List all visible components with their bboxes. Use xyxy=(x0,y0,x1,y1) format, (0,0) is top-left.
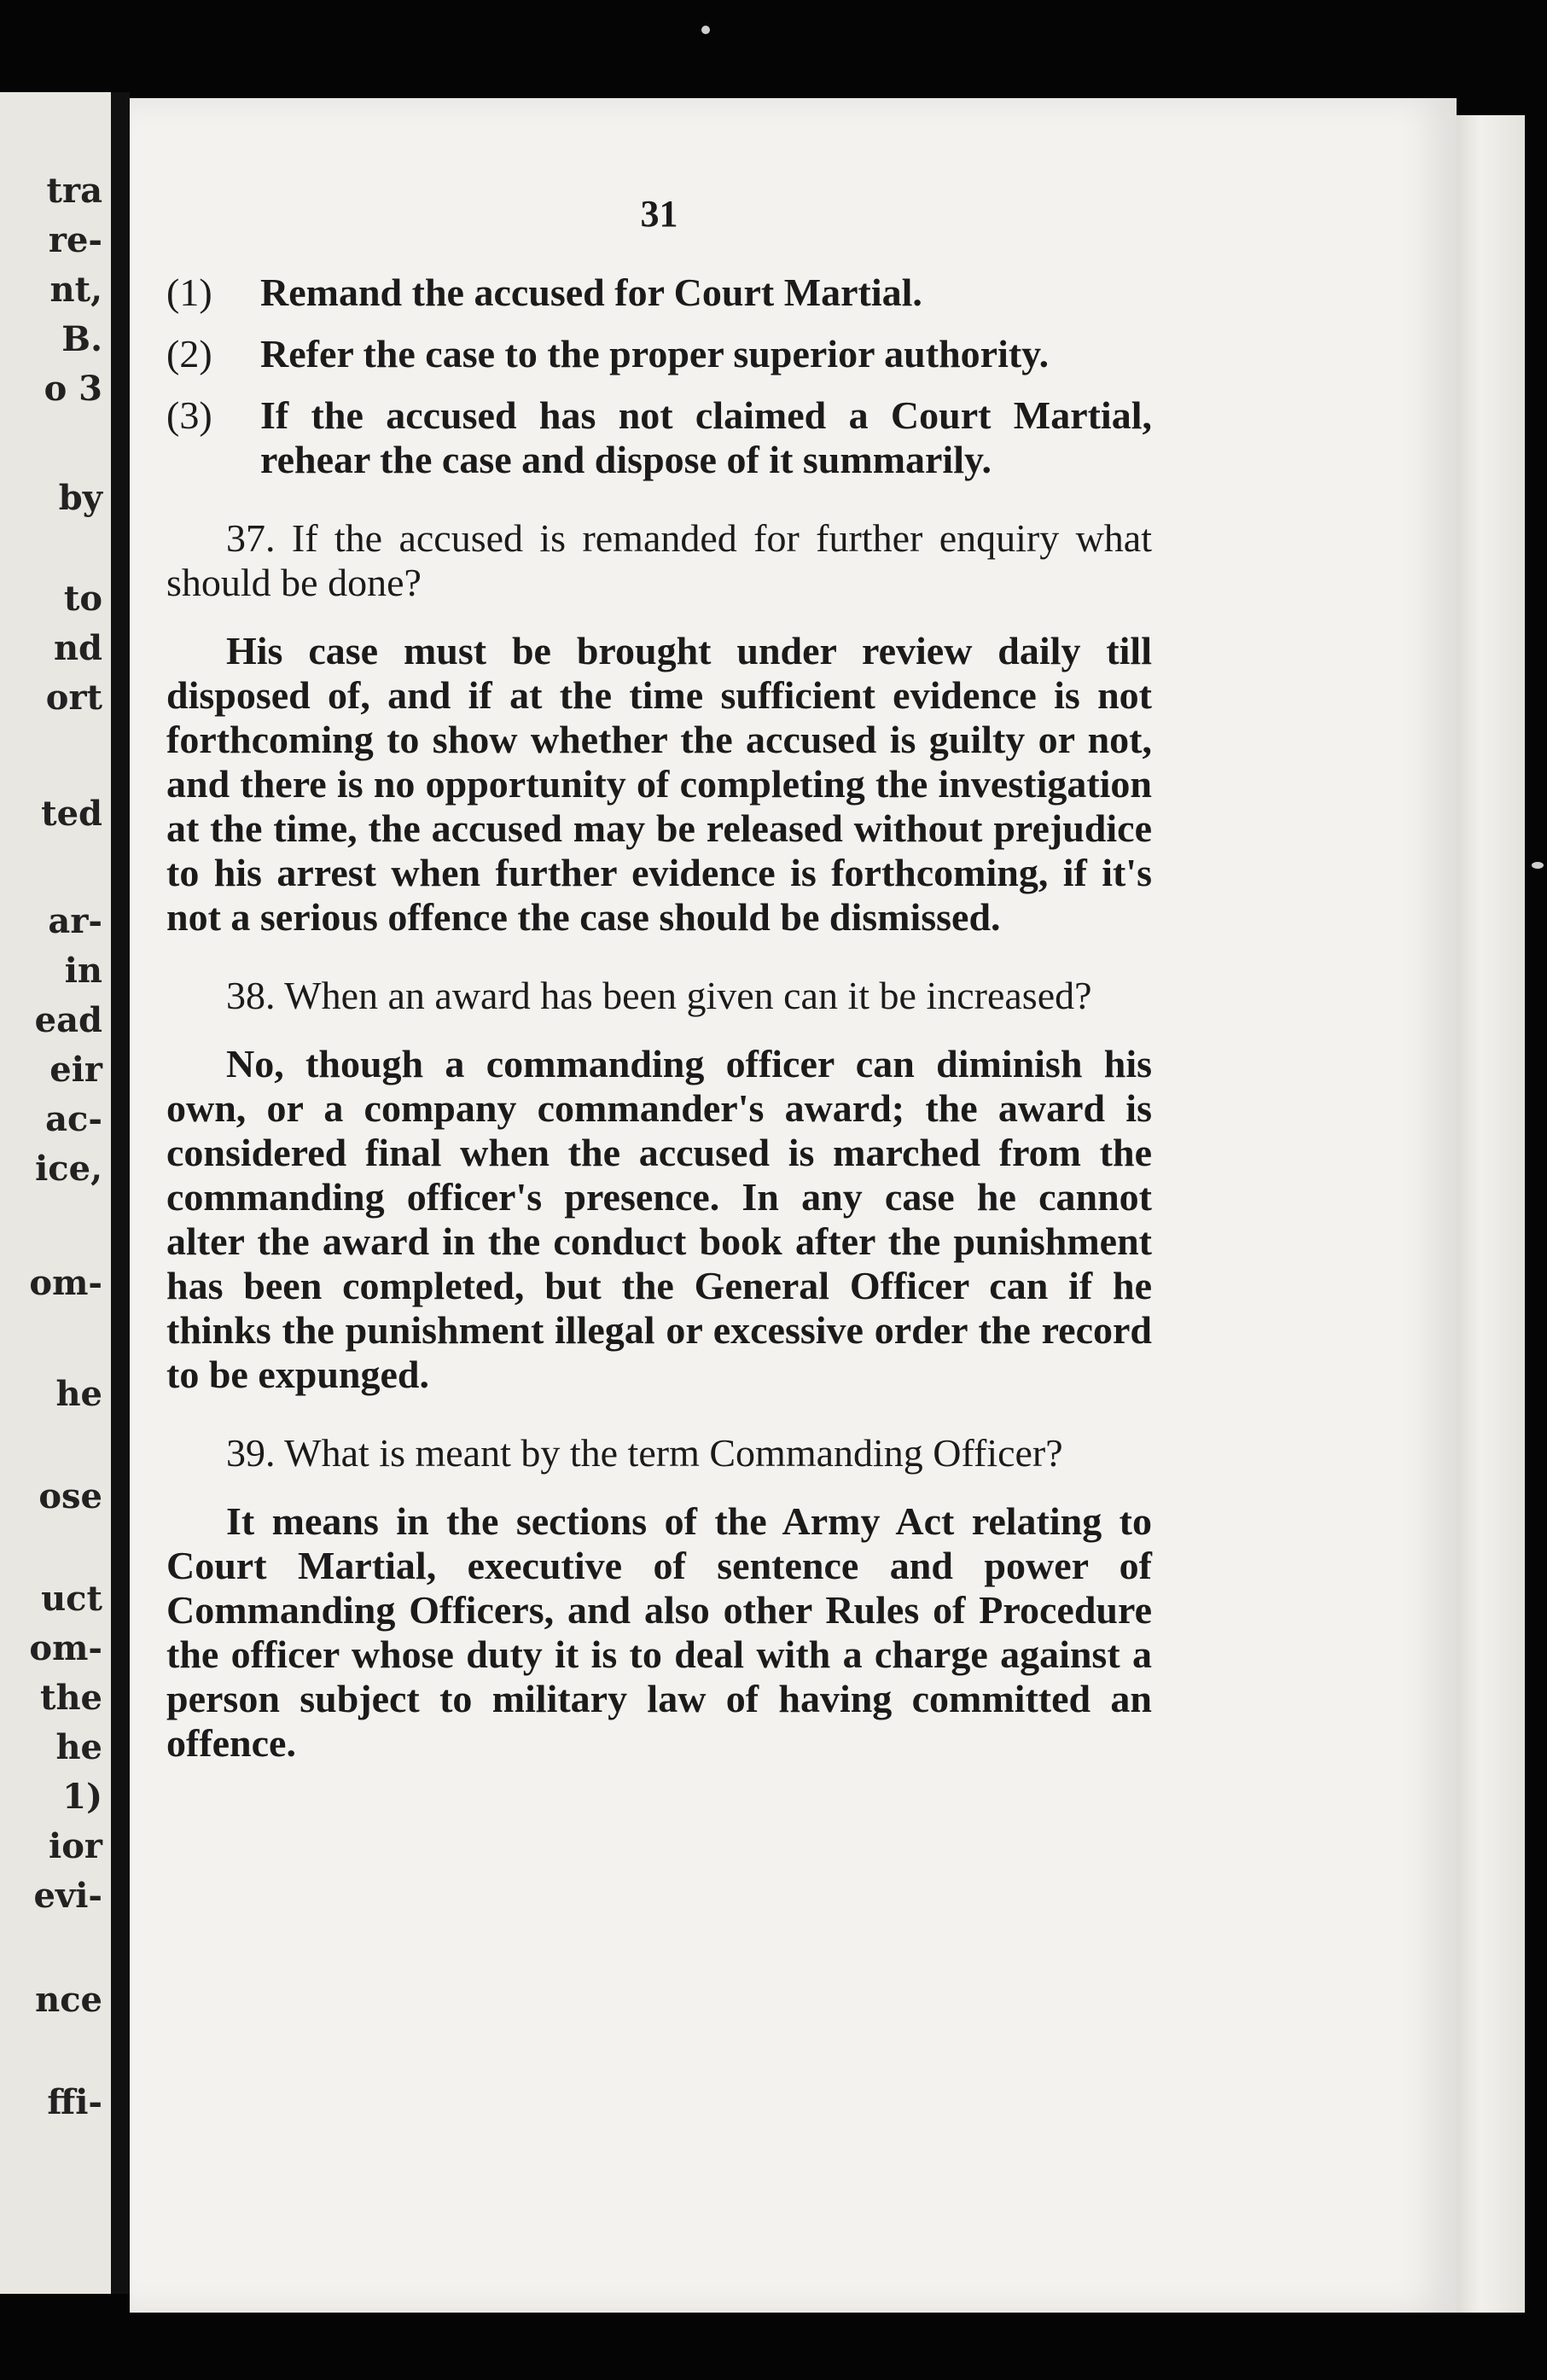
left-page-fragment: eir xyxy=(49,1050,102,1090)
answer-37: His case must be brought under review daily till disposed of, and if at the time sufficient evidence is not forthcoming to show whether the accused is guilty or not, and there is no opportunity of completing the investigation at the time, the accused may be released without prejudice to his arrest when further evidence is forthcoming, if it's not a serious offence the case should be dismissed. xyxy=(166,629,1152,939)
left-page-fragment: he xyxy=(55,1727,102,1767)
left-page-fragment: om- xyxy=(29,1263,102,1303)
answer-38: No, though a commanding officer can diminish his own, or a company commander's award; the award is considered final when the accused is marched from the commanding officer's presence. In any case he cannot alter the award in the conduct book after the punishment has been completed, but the General Officer can if he thinks the punishment illegal or excessive order the record to be expunged. xyxy=(166,1042,1152,1396)
page-content xyxy=(166,192,1152,1789)
left-page-fragment: the xyxy=(39,1678,102,1718)
left-page-fragment: evi- xyxy=(33,1876,102,1916)
list-item-number: (1) xyxy=(166,271,212,314)
left-page-fragment: o 3 xyxy=(44,369,102,409)
list-item-text: Remand the accused for Court Martial. xyxy=(260,271,922,314)
question-37: 37. If the accused is remanded for further enquiry what should be done? xyxy=(166,516,1152,604)
left-page-fragment: tra xyxy=(46,171,102,211)
left-page-fragment: nd xyxy=(53,628,102,668)
left-page-fragment: ar- xyxy=(48,901,102,941)
answer-39: It means in the sections of the Army Act relating to Court Martial, executive of sentence and power of Commanding Officers, and also other Rules of Procedure the officer whose duty it is to deal with a charge against a person subject to military law of having committed an offence. xyxy=(166,1499,1152,1765)
left-page-fragment: to xyxy=(63,579,102,619)
list-item-text: Refer the case to the proper superior authority. xyxy=(260,332,1050,375)
page-number: 31 xyxy=(640,193,678,235)
question-38: 38. When an award has been given can it be increased? xyxy=(226,974,1092,1017)
left-page-fragment: uct xyxy=(41,1579,102,1619)
left-page-fragment: ior xyxy=(49,1826,102,1866)
question-39: 39. What is meant by the term Commanding Officer? xyxy=(226,1431,1063,1475)
left-page-fragment: nt, xyxy=(49,270,102,310)
page-edge xyxy=(1457,115,1525,2313)
left-page-fragment: ffi- xyxy=(47,2082,102,2122)
scan-dot xyxy=(701,26,710,34)
scan-dot xyxy=(1532,862,1544,869)
list-item xyxy=(166,271,1152,315)
left-page-fragment: ose xyxy=(38,1476,102,1516)
book-gutter xyxy=(111,92,130,2294)
left-page-fragment: by xyxy=(58,478,102,518)
list-item-number: (3) xyxy=(166,393,212,437)
list-item-number: (2) xyxy=(166,332,212,375)
left-page-fragment: nce xyxy=(35,1980,102,2020)
left-page-fragment: he xyxy=(55,1374,102,1414)
list-item xyxy=(166,332,1152,376)
list-item-text: If the accused has not claimed a Court Martial, rehear the case and dispose of it summarily. xyxy=(260,393,1152,481)
left-page-fragment: om- xyxy=(29,1628,102,1668)
left-page xyxy=(0,92,111,2294)
left-page-fragment: in xyxy=(64,951,102,991)
left-page-fragment: ac- xyxy=(45,1099,102,1139)
list-item xyxy=(166,393,1152,482)
left-page-fragment: 1) xyxy=(62,1777,102,1817)
left-page-fragment: B. xyxy=(61,319,102,359)
left-page-fragment: ort xyxy=(45,678,102,718)
left-page-fragment: ead xyxy=(34,1000,102,1040)
left-page-fragment: ted xyxy=(41,794,102,834)
left-page-fragment: ice, xyxy=(35,1149,102,1189)
left-page-fragment: re- xyxy=(48,220,102,260)
